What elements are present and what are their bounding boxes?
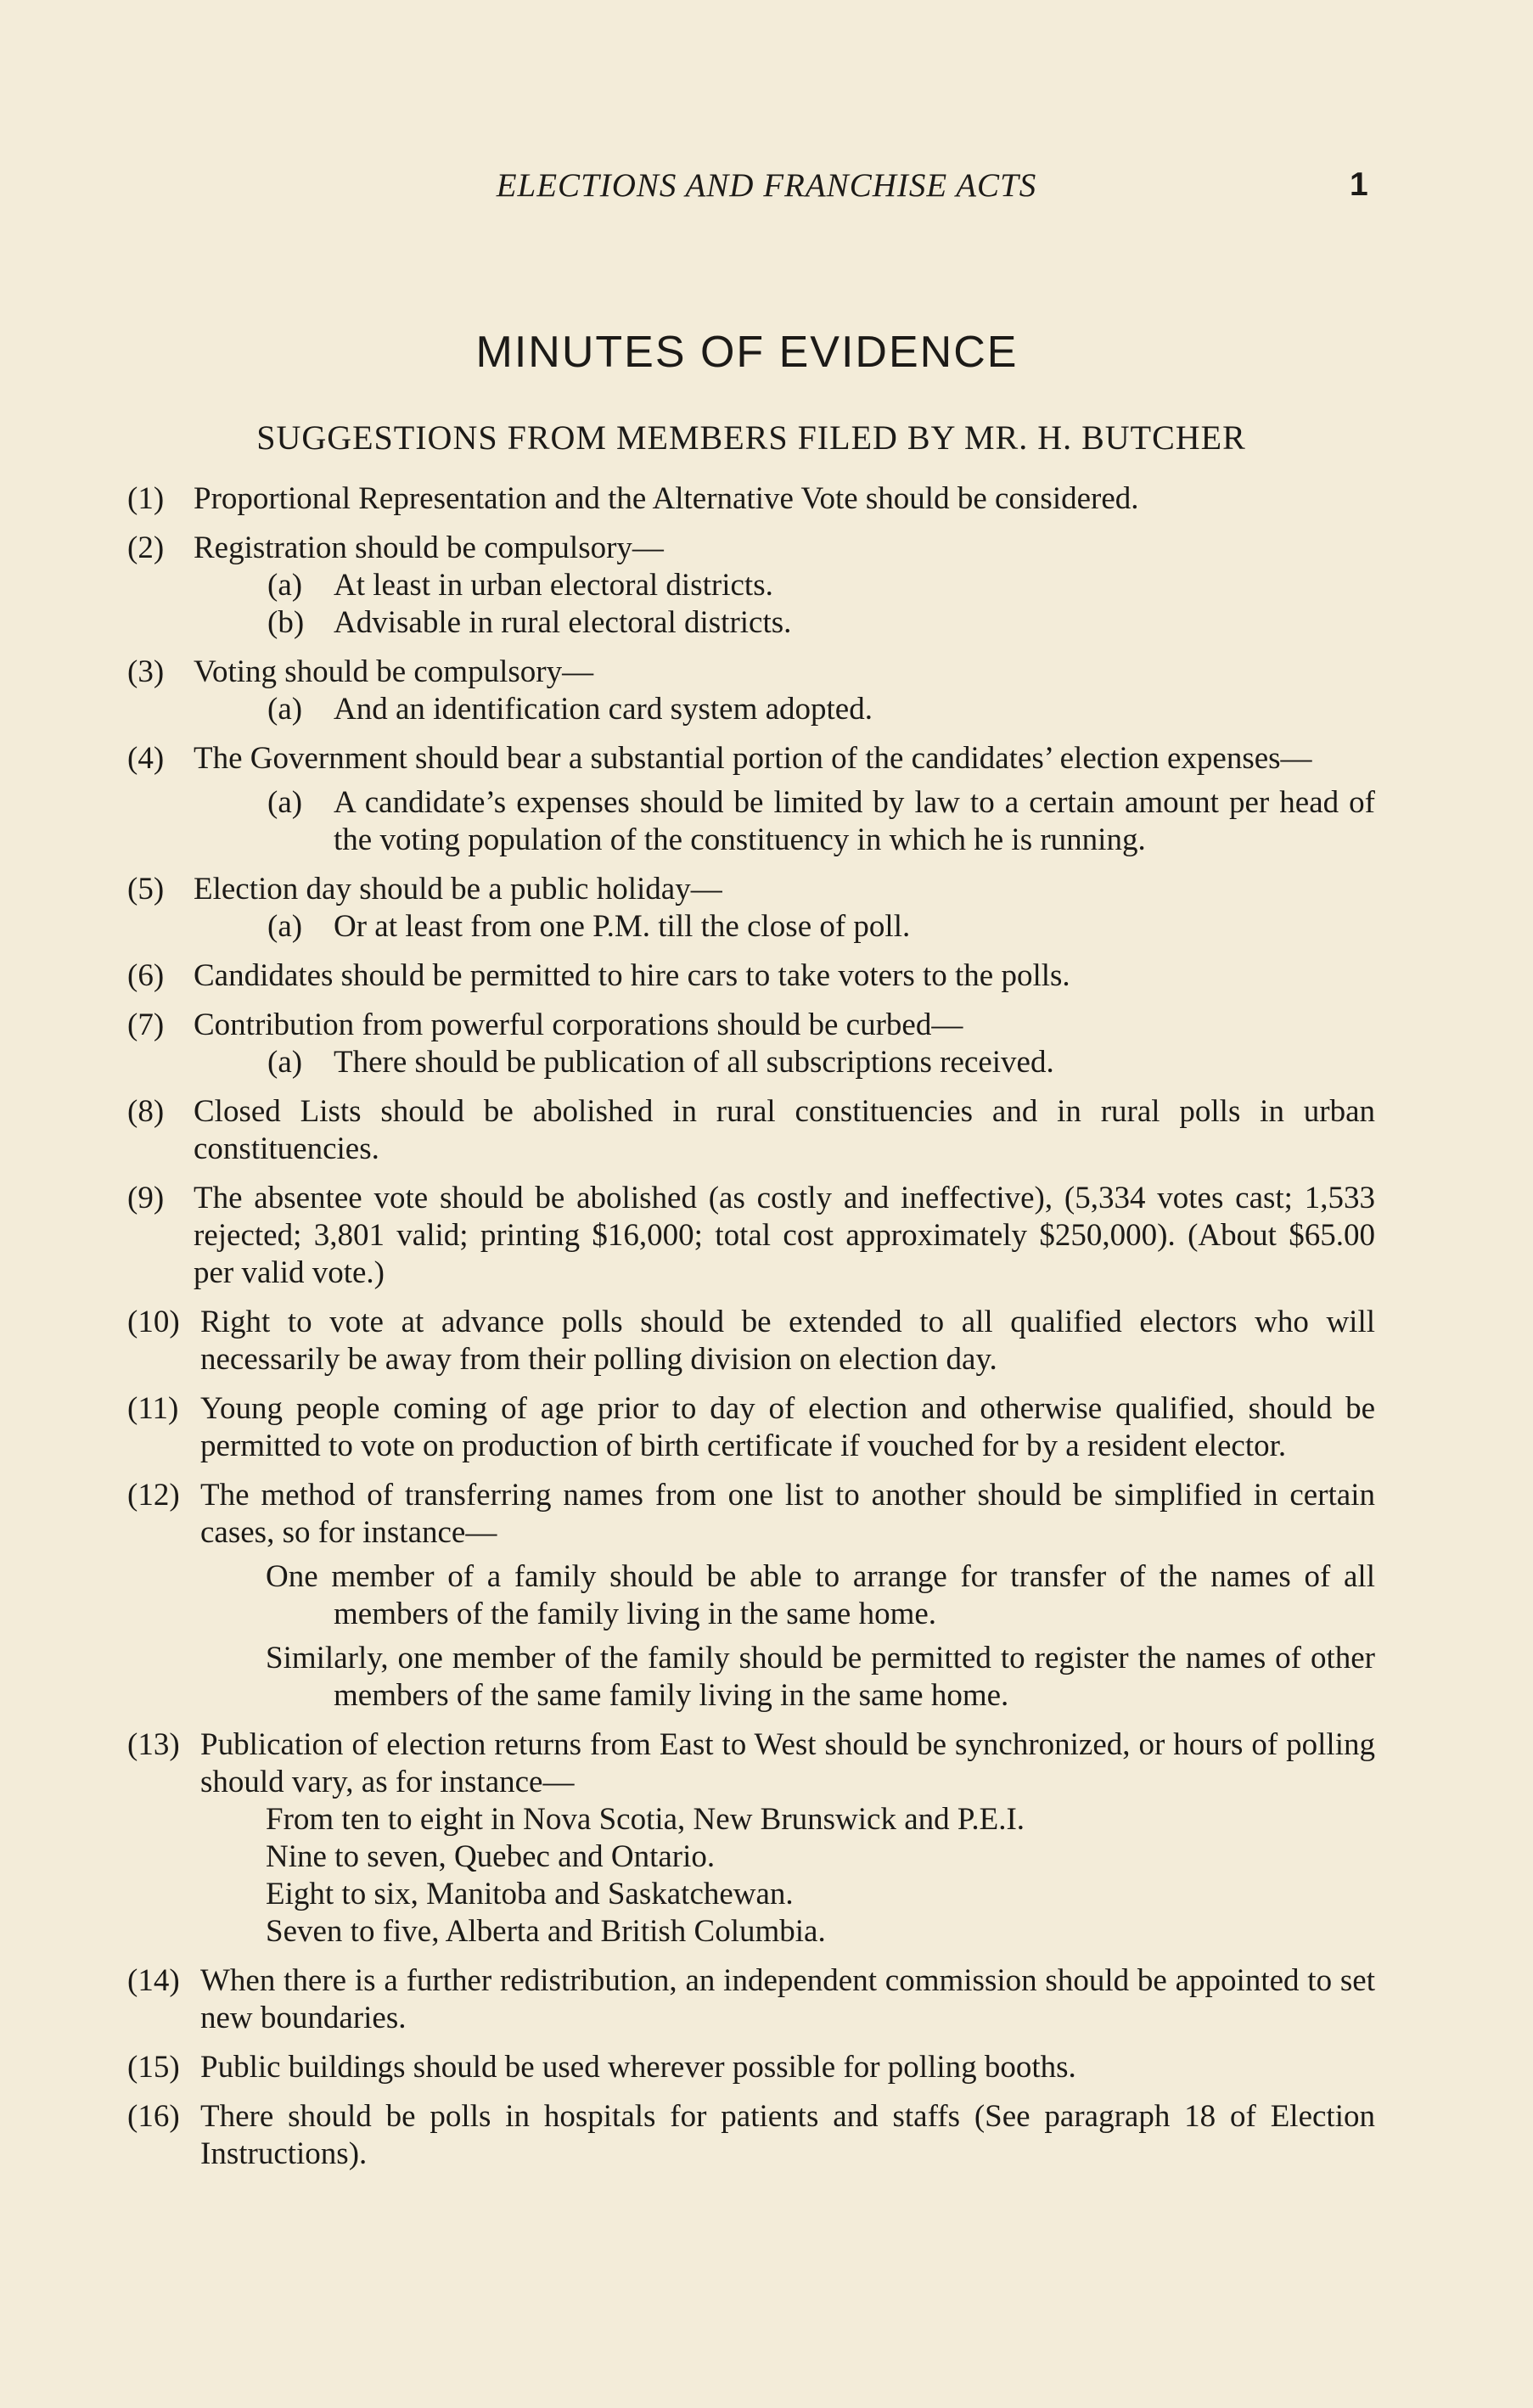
list-item-6 (127, 957, 1375, 995)
list-item-10 (127, 1304, 1375, 1378)
item-text: Candidates should be permitted to hire cars to take voters to the polls. (194, 958, 1070, 993)
item-text: Young people coming of age prior to day of election and otherwise qualified, should be permitted to vote on production of birth certificate if vouched for by a resident elector. (200, 1391, 1375, 1463)
item-number: (11) (127, 1391, 179, 1426)
sub-item-a (267, 691, 1375, 728)
item-number: (16) (127, 2099, 180, 2134)
item-text: The Government should bear a substantial portion of the candidates’ election expenses— (194, 741, 1312, 776)
item-number: (9) (127, 1181, 165, 1215)
sub-item-text: A candidate’s expenses should be limited by law to a certain amount per head of the voting population of the constituency in which he is running. (334, 785, 1375, 857)
item-text: Registration should be compulsory— (194, 530, 664, 565)
item-text: Contribution from powerful corporations should be curbed— (194, 1008, 963, 1042)
list-item-16 (127, 2098, 1375, 2173)
list-item-15 (127, 2049, 1375, 2086)
item-number: (13) (127, 1727, 180, 1762)
item-number: (4) (127, 741, 165, 776)
polling-hours-line: From ten to eight in Nova Scotia, New Brunswick and P.E.I. (266, 1802, 1025, 1837)
item-number: (3) (127, 654, 165, 689)
page-number: 1 (1350, 166, 1368, 203)
item-number: (6) (127, 958, 165, 993)
item-number: (14) (127, 1963, 180, 1998)
list-item-9 (127, 1180, 1375, 1292)
item-number: (7) (127, 1008, 165, 1042)
list-item-14 (127, 1962, 1375, 2037)
running-title: ELECTIONS AND FRANCHISE ACTS (496, 167, 1037, 204)
sub-item-text: Advisable in rural electoral districts. (334, 605, 792, 640)
list-item-4 (127, 740, 1375, 859)
sub-item-text: Or at least from one P.M. till the close of poll. (334, 909, 911, 944)
list-item-11 (127, 1390, 1375, 1465)
item-text: Closed Lists should be abolished in rural constituencies and in rural polls in urban constituencies. (194, 1094, 1375, 1166)
list-item-13 (127, 1726, 1375, 1951)
sub-item-number: (a) (267, 909, 303, 944)
sub-item-a (267, 1044, 1375, 1081)
item-text: The absentee vote should be abolished (as costly and ineffective), (5,334 votes cast; 1,533 rejected; 3,801 valid; printing $16,000; total cost approximately $250,000). (About $65.00 per valid vote.) (194, 1181, 1375, 1290)
item-number: (10) (127, 1305, 180, 1339)
sub-item-a (267, 908, 1375, 946)
paragraph-text: Similarly, one member of the family should be permitted to register the names of other members of the same family living in the same home. (266, 1641, 1375, 1713)
polling-hours-line: Seven to five, Alberta and British Columbia. (266, 1914, 826, 1949)
list-item-2 (127, 530, 1375, 642)
item-text: Voting should be compulsory— (194, 654, 594, 689)
list-item-3 (127, 654, 1375, 728)
item-text: When there is a further redistribution, an independent commission should be appointed to set new boundaries. (200, 1963, 1375, 2035)
sub-item-number: (a) (267, 568, 303, 603)
suggestions-list (127, 480, 1375, 2185)
page-subtitle: SUGGESTIONS FROM MEMBERS FILED BY MR. H. BUTCHER (256, 418, 1246, 457)
sub-item-a (267, 784, 1375, 859)
sub-item-number: (b) (267, 605, 305, 640)
item-number: (8) (127, 1094, 165, 1129)
sub-item-number: (a) (267, 785, 303, 820)
sub-item-text: At least in urban electoral districts. (334, 568, 773, 603)
polling-hours-line: Nine to seven, Quebec and Ontario. (266, 1839, 716, 1874)
example-paragraph-2 (266, 1640, 1375, 1715)
item-text: The method of transferring names from one list to another should be simplified in certain cases, so for instance— (200, 1478, 1375, 1550)
list-item-7 (127, 1007, 1375, 1081)
item-number: (12) (127, 1478, 180, 1513)
item-number: (15) (127, 2050, 180, 2085)
sub-item-a (267, 567, 1375, 604)
item-text: Proportional Representation and the Alternative Vote should be considered. (194, 481, 1139, 516)
polling-hours-list (266, 1801, 1375, 1951)
item-text: Right to vote at advance polls should be extended to all qualified electors who will necessarily be away from their polling division on election day. (200, 1305, 1375, 1377)
item-text: There should be polls in hospitals for patients and staffs (See paragraph 18 of Election Instructions). (200, 2099, 1375, 2171)
item-text: Public buildings should be used wherever possible for polling booths. (200, 2050, 1076, 2085)
sub-item-b (267, 604, 1375, 642)
item-text: Publication of election returns from East to West should be synchronized, or hours of polling should vary, as for instance— (200, 1727, 1375, 1799)
list-item-12 (127, 1477, 1375, 1715)
list-item-1 (127, 480, 1375, 518)
list-item-5 (127, 871, 1375, 946)
polling-hours-line: Eight to six, Manitoba and Saskatchewan. (266, 1877, 794, 1911)
item-text: Election day should be a public holiday— (194, 872, 722, 907)
item-number: (5) (127, 872, 165, 907)
sub-item-text: There should be publication of all subscriptions received. (334, 1045, 1054, 1080)
item-number: (2) (127, 530, 165, 565)
sub-item-number: (a) (267, 692, 303, 727)
sub-item-number: (a) (267, 1045, 303, 1080)
list-item-8 (127, 1093, 1375, 1168)
item-number: (1) (127, 481, 165, 516)
paragraph-text: One member of a family should be able to arrange for transfer of the names of all members of the family living in the same home. (266, 1559, 1375, 1631)
page-title: MINUTES OF EVIDENCE (475, 328, 1019, 377)
example-paragraph-1 (266, 1558, 1375, 1633)
sub-item-text: And an identification card system adopted. (334, 692, 873, 727)
